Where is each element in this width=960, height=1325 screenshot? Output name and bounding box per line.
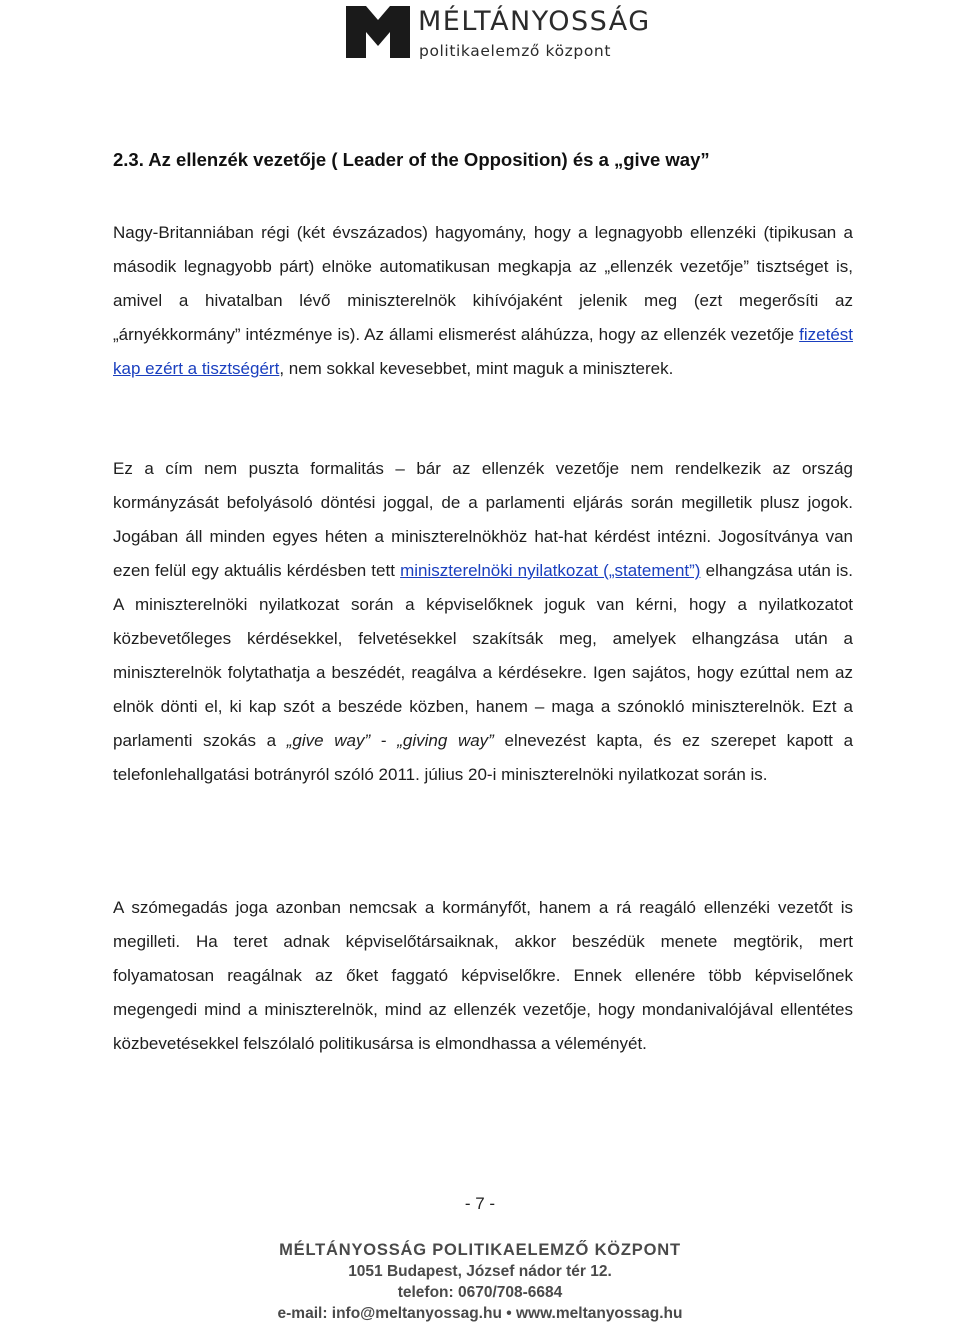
footer-address: 1051 Budapest, József nádor tér 12.	[348, 1263, 612, 1280]
paragraph-2-text: Ez a cím nem puszta formalitás – bár az ellenzék vezetője nem rendelkezik az ország kormányzását befolyásoló döntési joggal, de a parlamenti eljárás során megilletik plusz jogok. Jogában áll minden egyes héten a miniszterelnökhöz hat-hat kérdést intézni. Jogosítványa van ezen felül egy aktuális kérdésben tett	[113, 459, 853, 580]
logo-title: MÉLTÁNYOSSÁG	[418, 6, 651, 37]
page-number: - 7 -	[464, 1194, 496, 1213]
paragraph-3-text: A szómegadás joga azonban nemcsak a kormányfőt, hanem a rá reagáló ellenzéki vezetőt is megilleti. Ha teret adnak képviselőtársaiknak, akkor beszédük menete megtörik, mert folyamatosan reagálnak az őket faggató képviselőkre. Ennek ellenére több képviselőnek megengedi mind a miniszterelnök, mind az ellenzék vezetője, hogy mondanivalójával ellentétes közbevetésekkel felszólaló politikusársa is elmondhassa a véleményét.	[113, 898, 853, 1053]
salary-link[interactable]: fizetést kap ezért a tisztségért	[113, 325, 853, 378]
paragraph-2-text-mid: elhangzása után is. A miniszterelnöki nyilatkozat során a képviselőknek joguk van kérni, hogy a nyilatkozatot közbevetőleges kérdésekkel, felvetésekkel szakítsák meg, amelyek elhangzása után a miniszterelnök folytathatja a beszédét, reagálva a kérdésekre. Igen sajátos, hogy ezúttal nem az elnök dönti el, ki kap szót a beszéde közben, hanem – maga a szónokló miniszterelnök. Ezt a parlamenti szokás a	[113, 561, 854, 750]
giving-way-term: „giving way”	[397, 731, 494, 750]
paragraph-2	[113, 452, 853, 792]
paragraph-1-text: Nagy-Britanniában régi (két évszázados) hagyomány, hogy a legnagyobb ellenzéki (tipikusan a második legnagyobb párt) elnöke automatikusan megkapja az „ellenzék vezetője” tisztséget is, amivel a hivatalban lévő miniszterelnök kihívójaként jelenik meg (ezt megerősíti az „árnyékkormány” intézménye is). Az állami elismerést aláhúzza, hogy az ellenzék vezetője	[113, 223, 853, 344]
paragraph-1-text-end: , nem sokkal kevesebbet, mint maguk a miniszterek.	[279, 359, 674, 378]
paragraph-2-text-end: elnevezést kapta, és ez szerepet kapott a telefonlehallgatási botrányról szóló 2011. július 20-i miniszterelnöki nyilatkozat során is.	[113, 731, 854, 784]
logo-subtitle: politikaelemző központ	[419, 42, 612, 60]
logo-mark-icon	[346, 6, 410, 58]
statement-link[interactable]: miniszterelnöki nyilatkozat („statement”)	[400, 561, 701, 580]
footer-contact: e-mail: info@meltanyossag.hu • www.meltanyossag.hu	[277, 1305, 683, 1322]
footer-phone: telefon: 0670/708-6684	[397, 1284, 563, 1301]
paragraph-1	[113, 216, 853, 386]
give-way-term: „give way”	[286, 731, 371, 750]
footer	[0, 1240, 960, 1324]
paragraph-3	[113, 891, 853, 1061]
paragraph-2-dash: -	[370, 731, 398, 750]
section-heading: 2.3. Az ellenzék vezetője ( Leader of the Opposition) és a „give way”	[113, 149, 710, 170]
footer-org: MÉLTÁNYOSSÁG POLITIKAELEMZŐ KÖZPONT	[279, 1241, 681, 1259]
header-logo	[346, 4, 651, 62]
